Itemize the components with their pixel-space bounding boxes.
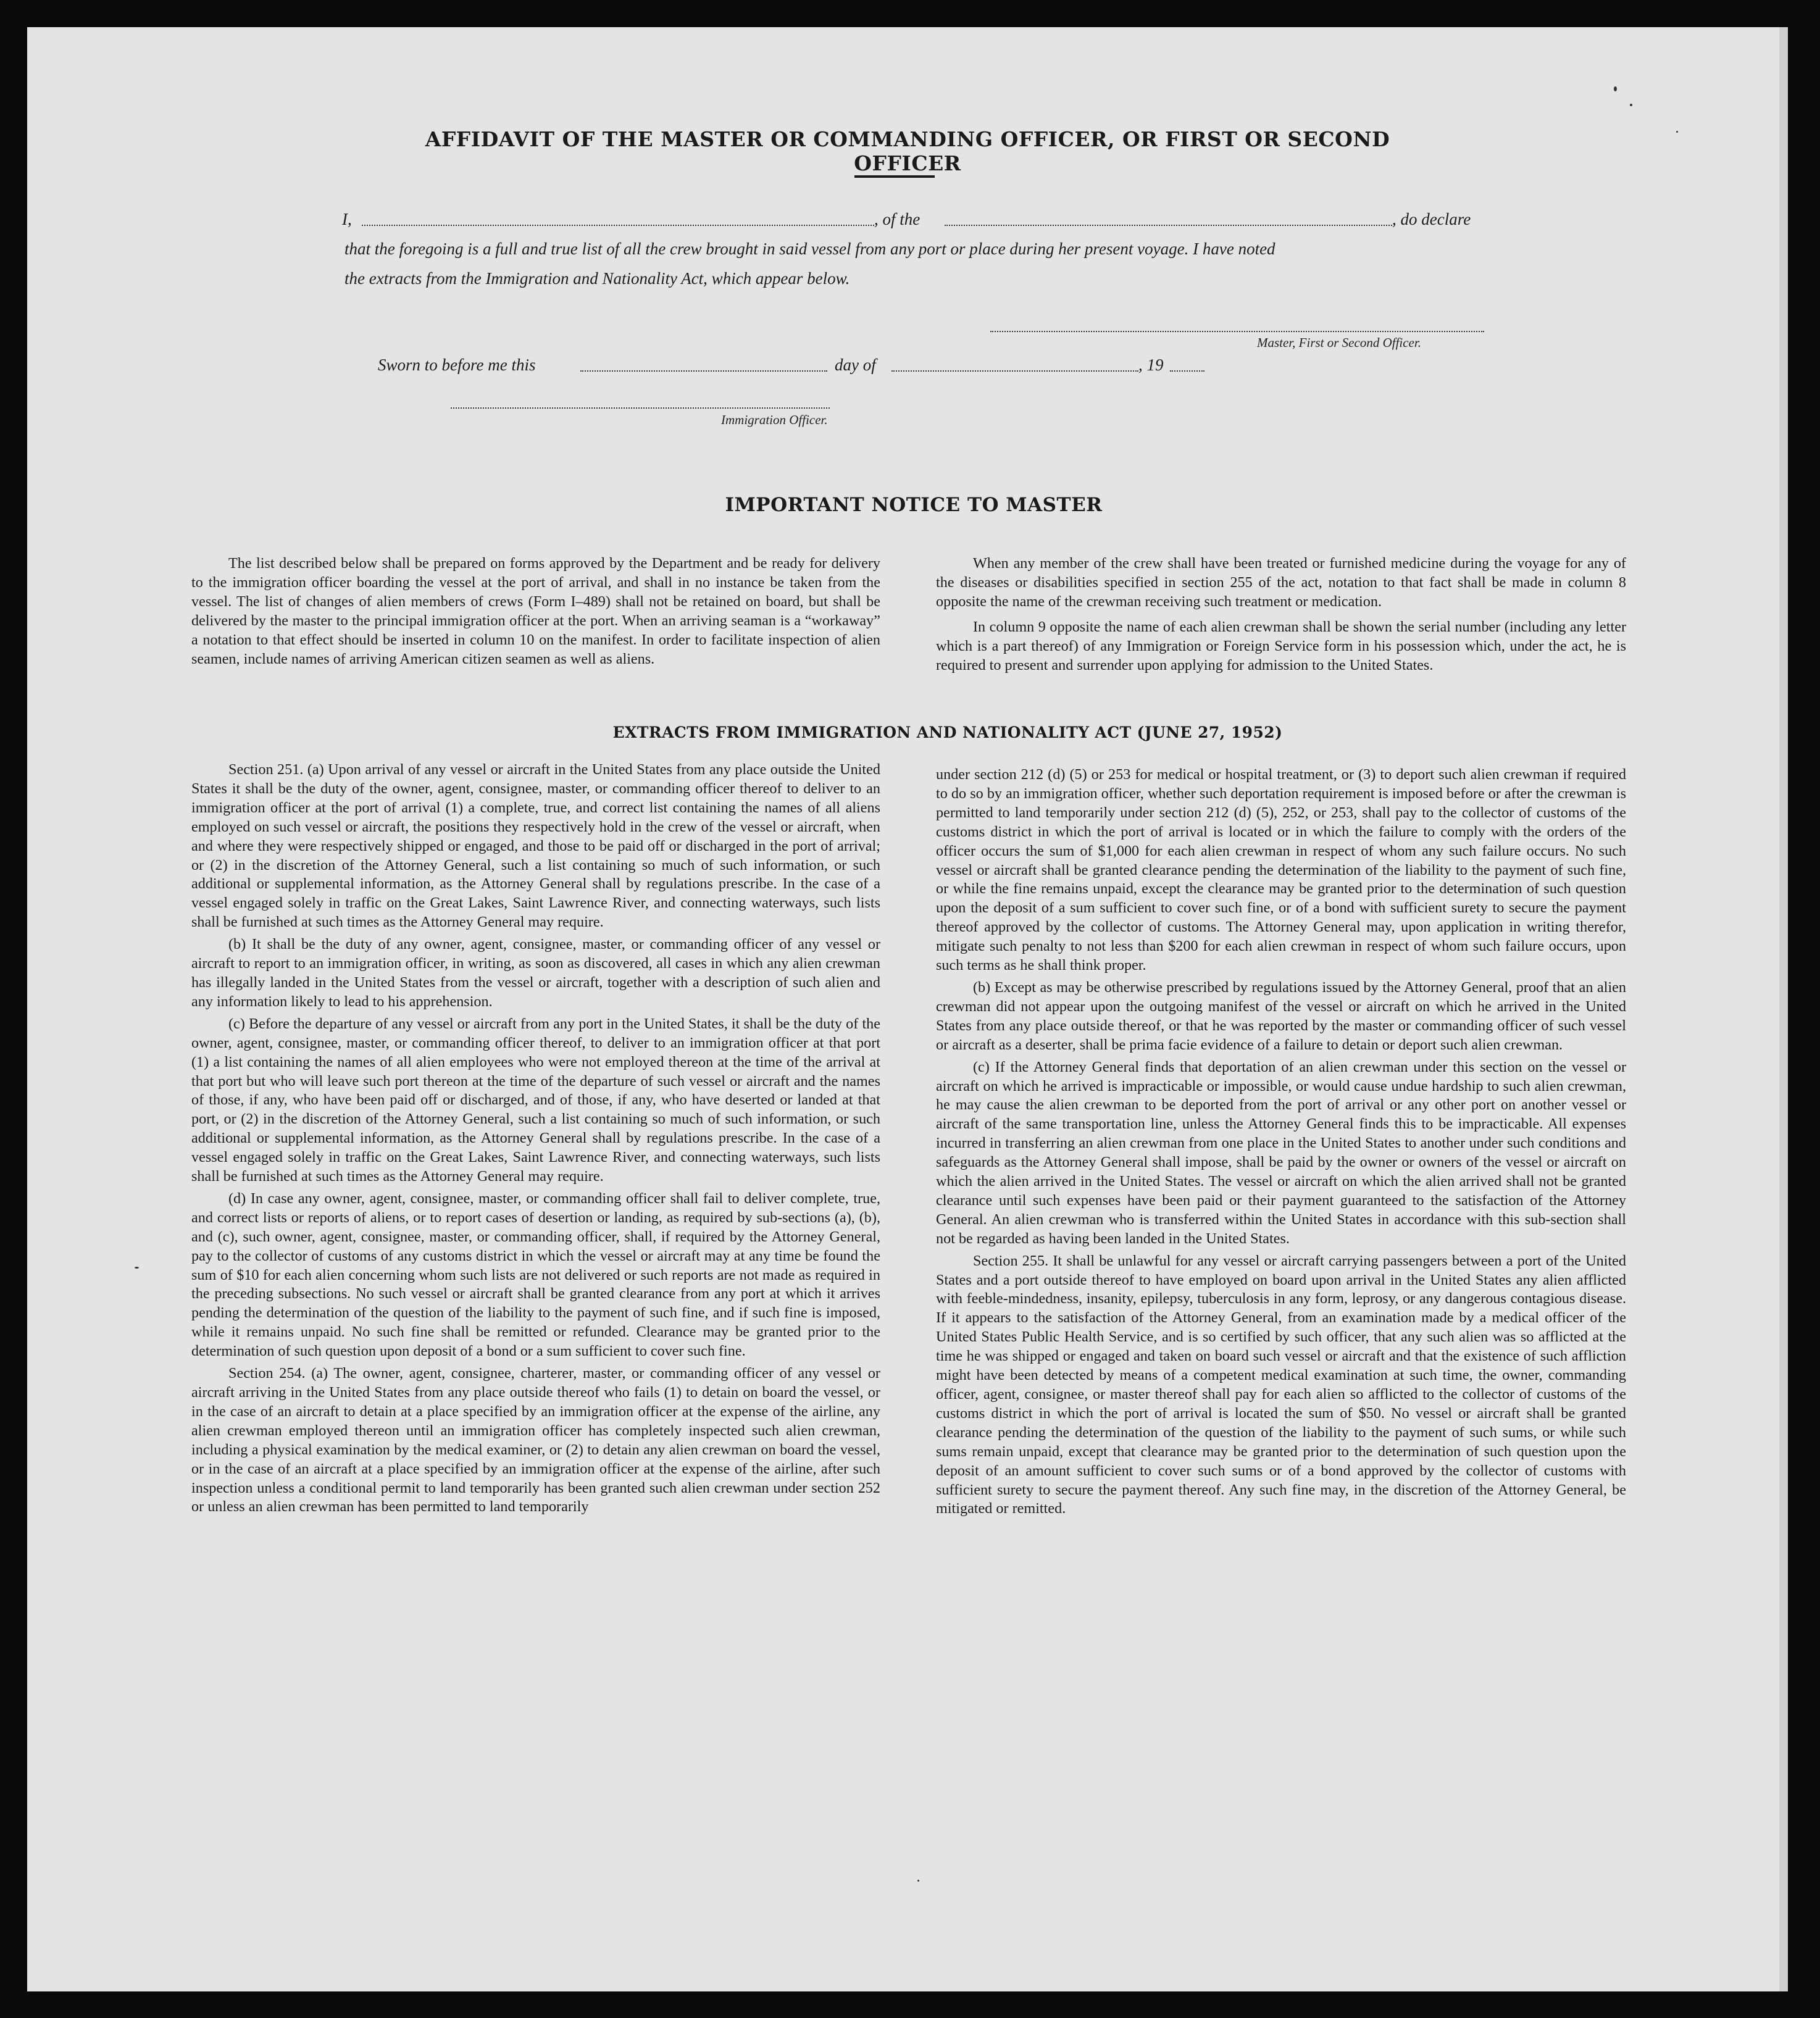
extracts-right-column [936, 765, 1626, 1519]
notice-title: IMPORTANT NOTICE TO MASTER [725, 494, 1103, 516]
scan-speck [1676, 131, 1678, 133]
notice-left-column [191, 554, 880, 669]
declaration-of-the: , of the [874, 210, 920, 228]
section-251-b: (b) It shall be the duty of any owner, agent, consignee, master, or commanding officer of any vessel or aircraft to report to an immigration officer, in writing, as soon as discovered, all cases in which any alien crewman has illegally landed in the United States from the vessel or aircraft, together with a description of such alien and any information likely to lead to his apprehension. [191, 936, 880, 1010]
notice-right-paragraph-2: In column 9 opposite the name of each alien crewman shall be shown the serial number (including any letter which is a part thereof) of any Immigration or Foreign Service form in his possession which, under the act, he is required to present and surrender upon applying for admission to the United States. [936, 618, 1626, 673]
sworn-day-of: day of [835, 356, 876, 374]
section-251-c: (c) Before the departure of any vessel or aircraft from any port in the United States, it shall be the duty of the owner, agent, consignee, master, or commanding officer thereof, to deliver to an immigration officer at that port (1) a list containing the names of all alien employees who were not employed thereon at the time of the arrival at that port but who will leave such port thereon at the time of the departure of such vessel or aircraft and the names of those, if any, who have been paid off or discharged, and of those, if any, who have deserted or landed at that port, or (2) in the discretion of the Attorney General, such a list containing so much of such information, or such additional or supplemental information, as the Attorney General shall by regulations prescribe. In the case of a vessel engaged solely in traffic on the Great Lakes, Saint Lawrence River, and connecting waterways, such lists shall be furnished at such times as the Attorney General may require. [191, 1015, 880, 1185]
declaration-line-3: the extracts from the Immigration and Nationality Act, which appear below. [344, 269, 850, 288]
sworn-year-blank[interactable] [1170, 370, 1204, 372]
extracts-left-column [191, 761, 880, 1517]
master-signature-line[interactable] [990, 331, 1484, 332]
vessel-blank[interactable] [945, 225, 1392, 226]
sworn-month-blank[interactable] [891, 370, 1138, 372]
section-254-c: (c) If the Attorney General finds that deportation of an alien crewman under this section on the vessel or aircraft on which he arrived is impracticable or impossible, or would cause undue hardship to such alien crewman, he may cause the alien crewman to be deported from the port of arrival or any other port on another vessel or aircraft of the same transportation line, unless the Attorney General finds this to be impracticable. All expenses incurred in transferring an alien crewman from one place in the United States to another under such conditions and safeguards as the Attorney General shall impose, shall be paid by the owner or owners of the vessel or aircraft on which the alien arrived in the United States. The vessel or aircraft on which the alien arrived shall not be granted clearance until such expenses have been paid or their payment guaranteed to the satisfaction of the Attorney General. An alien crewman who is transferred within the United States in accordance with this sub-section shall not be regarded as having been landed in the United States. [936, 1058, 1626, 1247]
section-255: Section 255. It shall be unlawful for any vessel or aircraft carrying passengers between a port of the United States and a port outside thereof to have employed on board upon arrival in the United States any alien afflicted with feeble-mindedness, insanity, epilepsy, tuberculosis in any form, leprosy, or any dangerous contagious disease. If it appears to the satisfaction of the Attorney General, from an examination made by a medical officer of the United States Public Health Service, and is so certified by such officer, that any such alien was so afflicted at the time he was shipped or engaged and taken on board such vessel or aircraft and that the existence of such affliction might have been detected by means of a competent medical examination at such time, the owner, commanding officer, agent, consignee, or master thereof shall pay for each alien so afflicted to the collector of customs of the customs district in which the port of arrival is located the sum of $50. No vessel or aircraft shall be granted clearance pending the determination of the question of the liability to the payment of such sums, or while such sums remain unpaid, except that clearance may be granted prior to the determination of such question upon the deposit of an amount sufficient to cover such sums or of a bond approved by the collector of customs with sufficient surety to secure the payment thereof. Any such fine may, in the discretion of the Attorney General, be mitigated or remitted. [936, 1252, 1626, 1517]
declaration-prefix: I, [342, 210, 352, 228]
sworn-day-blank[interactable] [580, 370, 827, 372]
section-254-a: Section 254. (a) The owner, agent, consignee, charterer, master, or commanding officer of any vessel or aircraft arriving in the United States from any place outside thereof who fails (1) to detain on board the vessel, or in the case of an aircraft to detain at a place specified by an immigration officer at the expense of the airline, any alien crewman employed thereon until an immigration officer has completely inspected such alien crewman, including a physical examination by the medical examiner, or (2) to detain any alien crewman on board the vessel, or in the case of an aircraft at a place specified by an immigration officer at the expense of the airline, after such inspection unless a conditional permit to land temporarily has been granted such alien crewman under section 252 or unless an alien crewman has been permitted to land temporarily [191, 1365, 880, 1516]
master-caption: Master, First or Second Officer. [1257, 335, 1421, 350]
declaration-line-2: that the foregoing is a full and true list of all the crew brought in said vessel from any port or place during her present voyage. I have noted [344, 240, 1275, 258]
title-underline [854, 175, 935, 178]
officer-caption: Immigration Officer. [721, 412, 828, 427]
notice-right-column [936, 554, 1626, 675]
scan-speck [1630, 104, 1632, 106]
notice-right-paragraph-1: When any member of the crew shall have been treated or furnished medicine during the voyage for any of the diseases or disabilities specified in section 255 of the act, notation to that fact shall be made in column 8 opposite the name of the crewman receiving such treatment or medication. [936, 555, 1626, 610]
section-254-b: (b) Except as may be otherwise prescribed by regulations issued by the Attorney General, proof that an alien crewman did not appear upon the outgoing manifest of the vessel or aircraft on which he arrived in the United States from any place outside thereof, or that he was reported by the master or commanding officer of such vessel or aircraft as a deserter, shall be prima facie evidence of a failure to detain or deport such alien crewman. [936, 978, 1626, 1053]
officer-signature-line[interactable] [451, 407, 830, 409]
name-blank[interactable] [362, 225, 874, 226]
declaration-do-declare: , do declare [1392, 210, 1471, 228]
scan-speck [135, 1267, 139, 1269]
scan-speck [917, 1880, 919, 1882]
page-edge [1779, 27, 1788, 1991]
section-251-d: (d) In case any owner, agent, consignee, master, or commanding officer shall fail to deliver complete, true, and correct lists or reports of aliens, or to report cases of desertion or landing, as required by sub-sections (a), (b), and (c), such owner, agent, consignee, master, or commanding officer, shall, if required by the Attorney General, pay to the collector of customs of any customs district in which the vessel or aircraft may at any time be found the sum of $10 for each alien concerning whom such lists are not delivered or such reports are not made as required in the preceding subsections. No such vessel or aircraft shall be granted clearance from any port at which it arrives pending the determination of the question of the liability to the payment of such fine, and if such fine is imposed, while it remains unpaid. No such fine shall be remitted or refunded. Clearance may be granted prior to the determination of such question upon deposit of a bond or a sum sufficient to cover such fine. [191, 1190, 880, 1360]
sworn-text: Sworn to before me this [378, 356, 536, 374]
extracts-title: EXTRACTS FROM IMMIGRATION AND NATIONALITY ACT (JUNE 27, 1952) [612, 723, 1283, 741]
section-254-a-continued: under section 212 (d) (5) or 253 for medical or hospital treatment, or (3) to deport such alien crewman if required to do so by an immigration officer, whether such deportation requirement is imposed before or after the crewman is permitted to land temporarily under section 212 (d) (5), 252, or 253, shall pay to the collector of customs of the customs district in which the port of arrival is located or in which the failure to comply with the orders of the officer occurs the sum of $1,000 for each alien crewman in respect of whom any such failure occurs. No such vessel or aircraft shall be granted clearance pending the determination of the liability to the payment of such fine, or while the fine remains unpaid, except the clearance may be granted prior to the determination of such question upon the deposit of a sum sufficient to cover such fine, or of a bond with sufficient surety to secure the payment thereof approved by the collector of customs. The Attorney General may, upon application in writing therefor, mitigate such penalty to not less than $200 for each alien crewman in respect of whom such failure occurs, upon such terms as he shall think proper. [936, 766, 1626, 974]
scan-speck [1614, 86, 1617, 91]
affidavit-title: AFFIDAVIT OF THE MASTER OR COMMANDING OFFICER, OR FIRST OR SECOND OFFICER [425, 127, 1390, 175]
section-251-a: Section 251. (a) Upon arrival of any vessel or aircraft in the United States from any place outside the United States it shall be the duty of the owner, agent, consignee, master, or commanding officer thereof to deliver to an immigration officer at the port of arrival (1) a complete, true, and correct list containing the names of all aliens employed on such vessel or aircraft, the positions they respectively hold in the crew of the vessel or aircraft, when and where they were respectively shipped or engaged, and those to be paid off or discharged in the port of arrival; or (2) in the discretion of the Attorney General, such a list containing so much of such information, or such additional or supplemental information, as the Attorney General shall by regulations prescribe. In the case of a vessel engaged solely in traffic on the Great Lakes, Saint Lawrence River, and connecting waterways, such lists shall be furnished at such times as the Attorney General may require. [191, 761, 880, 931]
notice-left-paragraph: The list described below shall be prepared on forms approved by the Department and be ready for delivery to the immigration officer boarding the vessel at the port of arrival, and shall in no instance be taken from the vessel. The list of changes of alien members of crews (Form I–489) shall not be retained on board, but shall be delivered by the master to the principal immigration officer at the port. When an arriving seaman is a “workaway” a notation to that effect should be inserted in column 10 on the manifest. In order to facilitate inspection of alien seamen, include names of arriving American citizen seamen as well as aliens. [191, 555, 880, 667]
sworn-year: , 19 [1138, 356, 1164, 374]
